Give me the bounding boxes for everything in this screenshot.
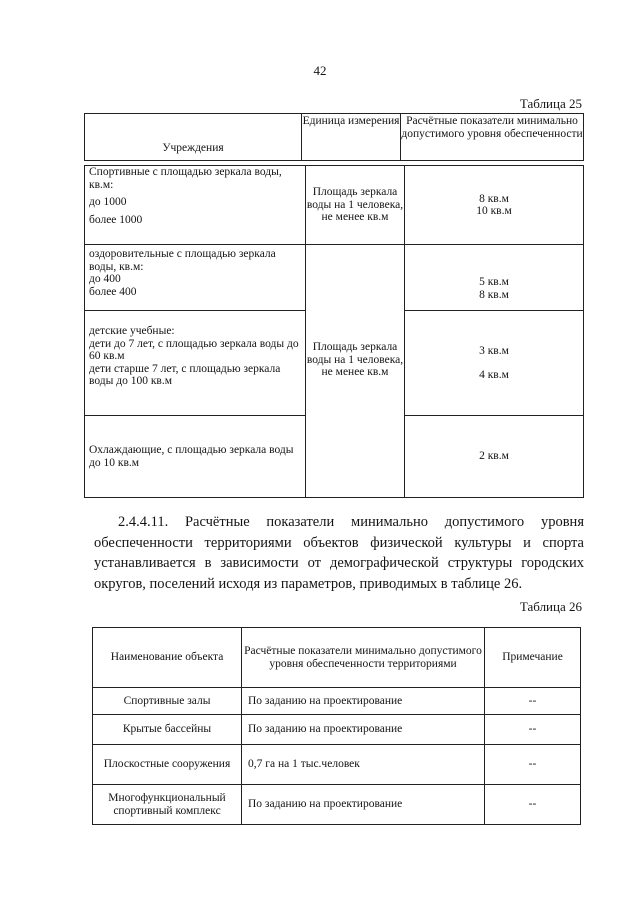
- row-name-line: Спортивные с площадью зеркала воды, кв.м:: [89, 166, 282, 191]
- row-name-cell: [85, 416, 306, 498]
- object-name: Многофункциональный спортивный комплекс: [93, 785, 242, 825]
- row-value: 8 кв.м: [479, 288, 509, 301]
- object-note: --: [485, 785, 581, 825]
- table-25-caption: Таблица 25: [519, 96, 582, 111]
- row-value-cell: [405, 245, 584, 311]
- row-value-cell: [405, 311, 584, 416]
- object-note: --: [485, 715, 581, 745]
- table-25-header: [84, 113, 584, 161]
- row-value: 2 кв.м: [479, 450, 509, 462]
- paragraph-text: 2.4.4.11. Расчётные показатели минимально допустимого уровня обеспеченности территориями объектов физической культуры и спорта устанавливается в зависимости от демографической структуры городских округов, поселений исходя из параметров, приводимых в таблице 26.: [94, 514, 584, 592]
- header-note: Примечание: [485, 628, 581, 688]
- row-value: 10 кв.м: [476, 205, 512, 217]
- row-value-cell: [405, 166, 584, 245]
- row-value: 4 кв.м: [479, 369, 509, 381]
- object-name: Крытые бассейны: [93, 715, 242, 745]
- table-row: [93, 715, 581, 745]
- table-25-body: [84, 165, 584, 498]
- row-unit-cell: Площадь зеркала воды на 1 человека, не менее кв.м: [306, 166, 405, 245]
- row-name-cell: [85, 166, 306, 245]
- row-name-cell: [85, 311, 306, 416]
- table-row: [85, 166, 584, 245]
- row-name-line: оздоровительные с площадью зеркала воды, кв.м:: [89, 248, 276, 273]
- table-row: [93, 785, 581, 825]
- row-name-line: детские учебные:: [89, 325, 175, 337]
- object-name: Спортивные залы: [93, 688, 242, 715]
- row-name-line: более 400: [89, 285, 137, 298]
- row-name-cell: [85, 245, 306, 311]
- row-unit-cell: Площадь зеркала воды на 1 человека, не менее кв.м: [306, 245, 405, 498]
- row-value: 8 кв.м: [479, 192, 509, 205]
- object-name: Плоскостные сооружения: [93, 745, 242, 785]
- row-name-line: дети до 7 лет, с площадью зеркала воды до 60 кв.м: [89, 337, 299, 362]
- object-value: По заданию на проектирование: [242, 715, 485, 745]
- row-name-line: до 1000: [89, 196, 127, 208]
- header-institutions: Учреждения: [85, 114, 302, 161]
- header-indicators: Расчётные показатели минимально допустимого уровня обеспеченности: [401, 114, 584, 161]
- table-row: [85, 245, 584, 311]
- table-26: [92, 627, 581, 825]
- header-indicators: Расчётные показатели минимально допустимого уровня обеспеченности территориями: [242, 628, 485, 688]
- object-value: По заданию на проектирование: [242, 688, 485, 715]
- header-unit: Единица измерения: [302, 114, 401, 161]
- table-row: [93, 688, 581, 715]
- table-header-row: [93, 628, 581, 688]
- table-row: [93, 745, 581, 785]
- row-name-line: Охлаждающие, с площадью зеркала воды до 10 кв.м: [89, 444, 294, 469]
- row-name-line: дети старше 7 лет, с площадью зеркала воды до 100 кв.м: [89, 362, 281, 387]
- object-note: --: [485, 745, 581, 785]
- header-object-name: Наименование объекта: [93, 628, 242, 688]
- table-26-caption: Таблица 26: [519, 599, 582, 614]
- row-value-cell: [405, 416, 584, 498]
- paragraph: [94, 512, 584, 594]
- object-value: 0,7 га на 1 тыс.человек: [242, 745, 485, 785]
- row-value: 3 кв.м: [479, 344, 509, 357]
- page-number: 42: [313, 63, 327, 78]
- row-name-line: более 1000: [89, 213, 143, 226]
- object-value: По заданию на проектирование: [242, 785, 485, 825]
- object-note: --: [485, 688, 581, 715]
- row-name-line: до 400: [89, 273, 121, 285]
- row-value: 5 кв.м: [479, 276, 509, 288]
